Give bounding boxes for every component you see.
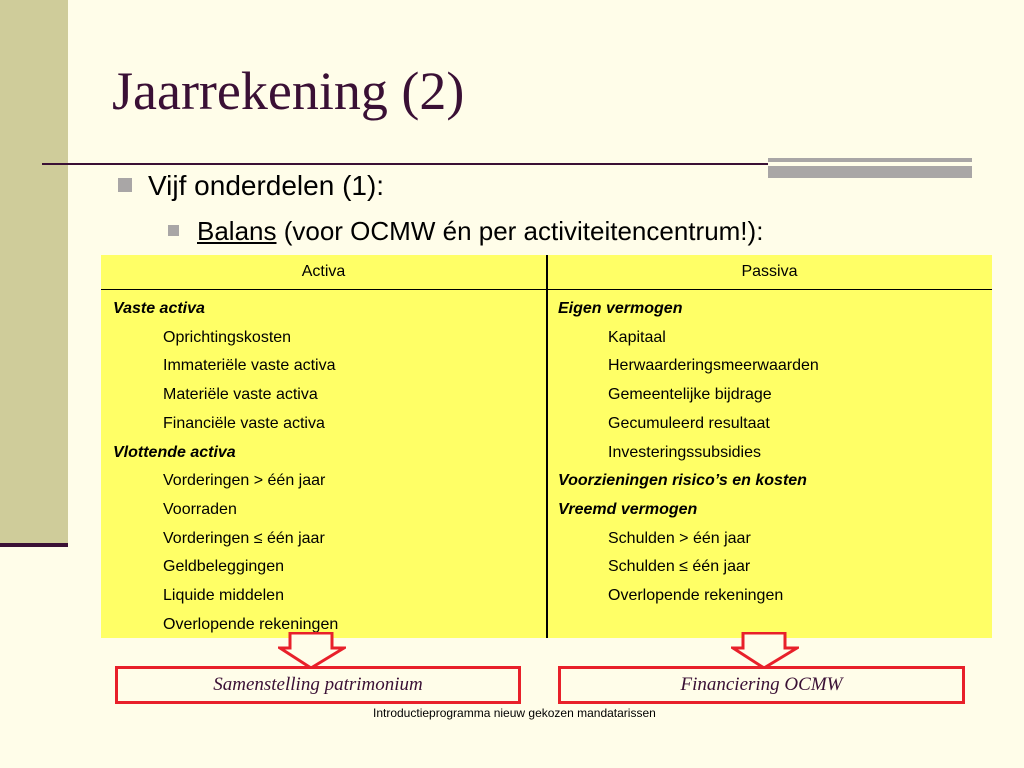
column-divider bbox=[546, 255, 548, 638]
balans-link[interactable]: Balans bbox=[197, 216, 277, 246]
passiva-group-heading: Vreemd vermogen bbox=[558, 500, 698, 518]
activa-item: Financiële vaste activa bbox=[163, 414, 325, 432]
down-arrow-left-icon bbox=[278, 632, 346, 670]
slide-title: Jaarrekening (2) bbox=[112, 61, 465, 121]
bullet-level1 bbox=[118, 170, 384, 202]
activa-item: Materiële vaste activa bbox=[163, 386, 318, 404]
side-decoration-underline bbox=[0, 543, 68, 547]
bullet-square-icon bbox=[118, 178, 132, 192]
activa-item: Immateriële vaste activa bbox=[163, 357, 336, 375]
activa-item: Overlopende rekeningen bbox=[163, 615, 339, 633]
activa-item: Liquide middelen bbox=[163, 587, 284, 605]
passiva-header: Passiva bbox=[741, 263, 798, 280]
activa-group-heading: Vlottende activa bbox=[113, 443, 236, 461]
activa-item: Geldbeleggingen bbox=[163, 558, 284, 576]
passiva-item: Schulden ≤ één jaar bbox=[608, 558, 751, 576]
passiva-group-heading: Voorzieningen risico’s en kosten bbox=[558, 472, 807, 490]
passiva-item: Herwaarderingsmeerwaarden bbox=[608, 357, 819, 375]
passiva-item: Investeringssubsidies bbox=[608, 443, 761, 461]
balance-table bbox=[101, 255, 992, 638]
activa-item: Vorderingen > één jaar bbox=[163, 472, 326, 490]
activa-item: Voorraden bbox=[163, 500, 237, 518]
activa-column bbox=[113, 295, 338, 639]
passiva-item: Overlopende rekeningen bbox=[608, 587, 784, 605]
activa-item: Vorderingen ≤ één jaar bbox=[163, 529, 325, 547]
activa-group-heading: Vaste activa bbox=[113, 300, 205, 317]
side-decoration-bar bbox=[0, 0, 68, 545]
passiva-item: Gecumuleerd resultaat bbox=[608, 414, 770, 432]
bullet-level1-text: Vijf onderdelen (1): bbox=[148, 170, 385, 201]
passiva-item: Kapitaal bbox=[608, 328, 666, 346]
passiva-item: Gemeentelijke bijdrage bbox=[608, 386, 772, 404]
bullet-level2 bbox=[168, 216, 763, 247]
bullet-square-icon bbox=[168, 225, 179, 236]
bullet-level2-text: (voor OCMW én per activiteitencentrum!): bbox=[276, 216, 764, 246]
callout-samenstelling-patrimonium: Samenstelling patrimonium bbox=[115, 666, 521, 704]
passiva-item: Schulden > één jaar bbox=[608, 529, 751, 547]
slide-footer: Introductieprogramma nieuw gekozen mandatarissen bbox=[373, 706, 656, 720]
activa-header: Activa bbox=[301, 263, 346, 280]
activa-item: Oprichtingskosten bbox=[163, 328, 292, 346]
down-arrow-right-icon bbox=[731, 632, 799, 670]
passiva-group-heading: Eigen vermogen bbox=[558, 300, 683, 317]
title-divider-accent bbox=[768, 158, 972, 178]
passiva-column bbox=[558, 295, 819, 611]
callout-financiering-ocmw: Financiering OCMW bbox=[558, 666, 965, 704]
